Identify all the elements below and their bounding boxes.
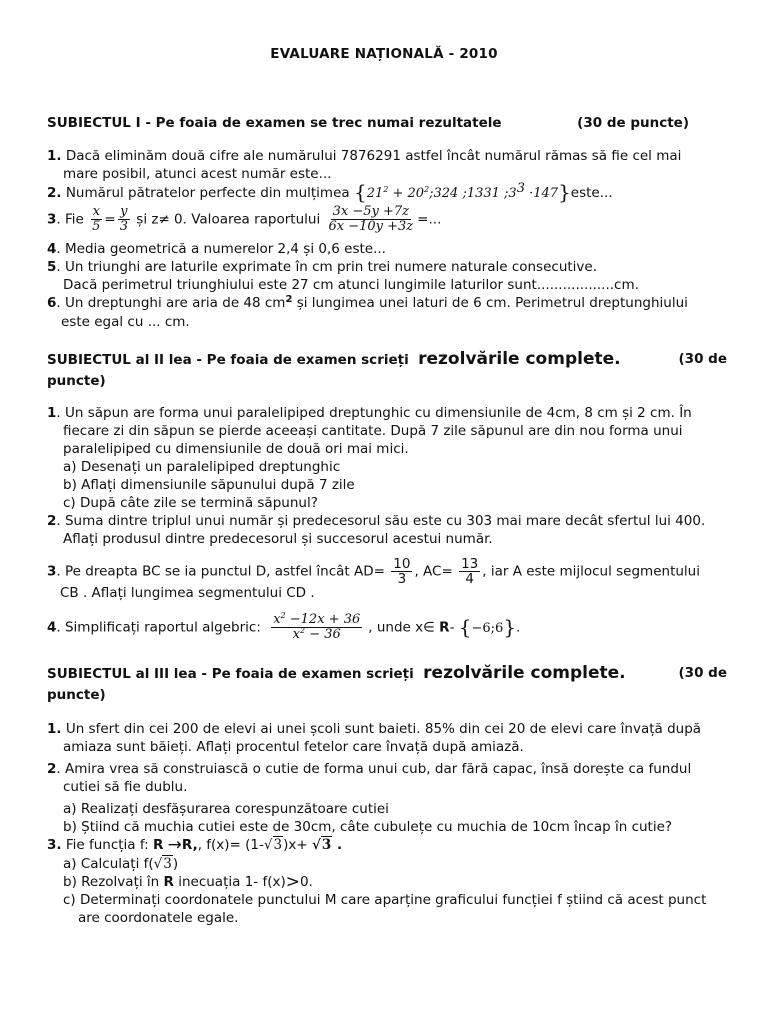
s2-line-4: a) Desenați un paralelipiped dreptunghic: [63, 459, 341, 475]
s1-item-6: 6. Un dreptunghi are aria de 48 $cm^2$ și lungimea unei laturi de 6 cm. Perimetrul dreptunghiului: [47, 294, 688, 311]
s3-item-3: 3. Fie funcția f: R →R,, f(x)= (1-√3)x+ √3 .: [47, 835, 343, 855]
s3-line-6: b) Știind că muchia cutiei este de 30cm, câte cubulețe cu muchia de 10cm încap în cutie?: [63, 819, 673, 835]
s3-item-3b: b) Rezolvați în R inecuația 1- f(x)>0.: [63, 872, 313, 892]
s1-item-2: 2. Numărul pătratelor perfecte din mulțimea {$21^2$ + $20^2;324$ ;1331 $;3^3$ ·147}este...: [47, 180, 613, 204]
s2-item-2: 2. Suma dintre triplul unui număr și predecesorul său este cu 303 mai mare decât sfertul lui 400.: [47, 513, 706, 529]
section-2-points: puncte): [47, 373, 106, 389]
s1-item-4: 4. Media geometrică a numerelor 2,4 și 0,6 este...: [47, 241, 386, 257]
s2-line-5: b) Aflați dimensiunile săpunului după 7 zile: [63, 477, 355, 493]
s3-item-2: 2. Amira vrea să construiască o cutie de forma unui cub, dar fără capac, însă dorește ca fundul: [47, 761, 692, 777]
s1-item-1-cont: mare posibil, atunci acest număr este...: [63, 166, 332, 182]
s2-line-8: Aflați produsul dintre predecesorul și succesorul acestui număr.: [63, 531, 493, 547]
s1-item-6-cont: este egal cu ... cm.: [61, 314, 190, 330]
s2-item-3-cont: CB . Aflați lungimea segmentului CD .: [60, 585, 315, 601]
s2-item-4: 4. Simplificați raportul algebric: $\frac{x^2 -12x + 36}{x^2 - 36}$ , unde x∈ R- {−6;6}.: [47, 611, 521, 642]
section-1-heading: [47, 112, 727, 134]
section-2-heading: SUBIECTUL al II lea - Pe foaia de examen scrieți rezolvările complete. (30 de: [47, 349, 727, 369]
s3-item-3c-cont: are coordonatele egale.: [78, 910, 239, 926]
s1-item-5: 5. Un triunghi are laturile exprimate în cm prin trei numere naturale consecutive.: [47, 259, 598, 275]
s1-item-3: 3. Fie $\frac{x}{5}$ = $\frac{y}{3}$ și z≠ 0. Valoarea raportului $\frac{3x -5y +7z}{6x -10y +3z}$ =...: [47, 204, 442, 234]
s3-item-3c: c) Determinați coordonatele punctului M care aparține graficului funcției f știind că acest punct: [63, 892, 707, 908]
section-3-points: puncte): [47, 687, 106, 703]
s1-item-1: 1. Dacă eliminăm două cifre ale numărului 7876291 astfel încât numărul rămas să fie cel mai: [47, 148, 682, 164]
s2-item-3: 3. Pe dreapta BC se ia punctul D, astfel încât AD= $\frac{10}{3}$ , AC= $\frac{13}{4}$ , iar A este mijlocul segmentului: [47, 556, 700, 587]
s1-item-5-cont: Dacă perimetrul triunghiului este 27 cm atunci lungimile laturilor sunt..................cm.: [63, 277, 639, 293]
s3-line-4: cutiei să fie dublu.: [63, 779, 188, 795]
s2-line-6: c) După câte zile se termină săpunul?: [63, 495, 318, 511]
s2-line-2: fiecare zi din săpun se pierde aceeași cantitate. După 7 zile săpunul are din nou forma unui: [63, 423, 683, 439]
s3-item-3a: a) Calculați f(√3): [63, 856, 179, 872]
s3-line-2: amiaza sunt băieți. Aflați procentul fetelor care învață după amiază.: [63, 739, 524, 755]
s2-item-1: 1. Un săpun are forma unui paralelipiped dreptunghic cu dimensiunile de 4cm, 8 cm și 2 cm. În: [47, 405, 692, 421]
page-title: EVALUARE NAȚIONALĂ - 2010: [270, 46, 498, 62]
s3-item-1: 1. Un sfert din cei 200 de elevi ai unei școli sunt baieti. 85% din cei 20 de elevi care învață după: [47, 721, 702, 737]
s3-line-5: a) Realizați desfășurarea corespunzătoare cutiei: [63, 801, 389, 817]
section-1-title: SUBIECTUL I - Pe foaia de examen se trec numai rezultatele: [47, 115, 502, 131]
section-1-points: (30 de puncte): [577, 115, 689, 131]
section-3-heading: SUBIECTUL al III lea - Pe foaia de examen scrieți rezolvările complete. (30 de: [47, 663, 727, 683]
s2-line-3: paralelipiped cu dimensiunile de două ori mai mici.: [63, 441, 409, 457]
